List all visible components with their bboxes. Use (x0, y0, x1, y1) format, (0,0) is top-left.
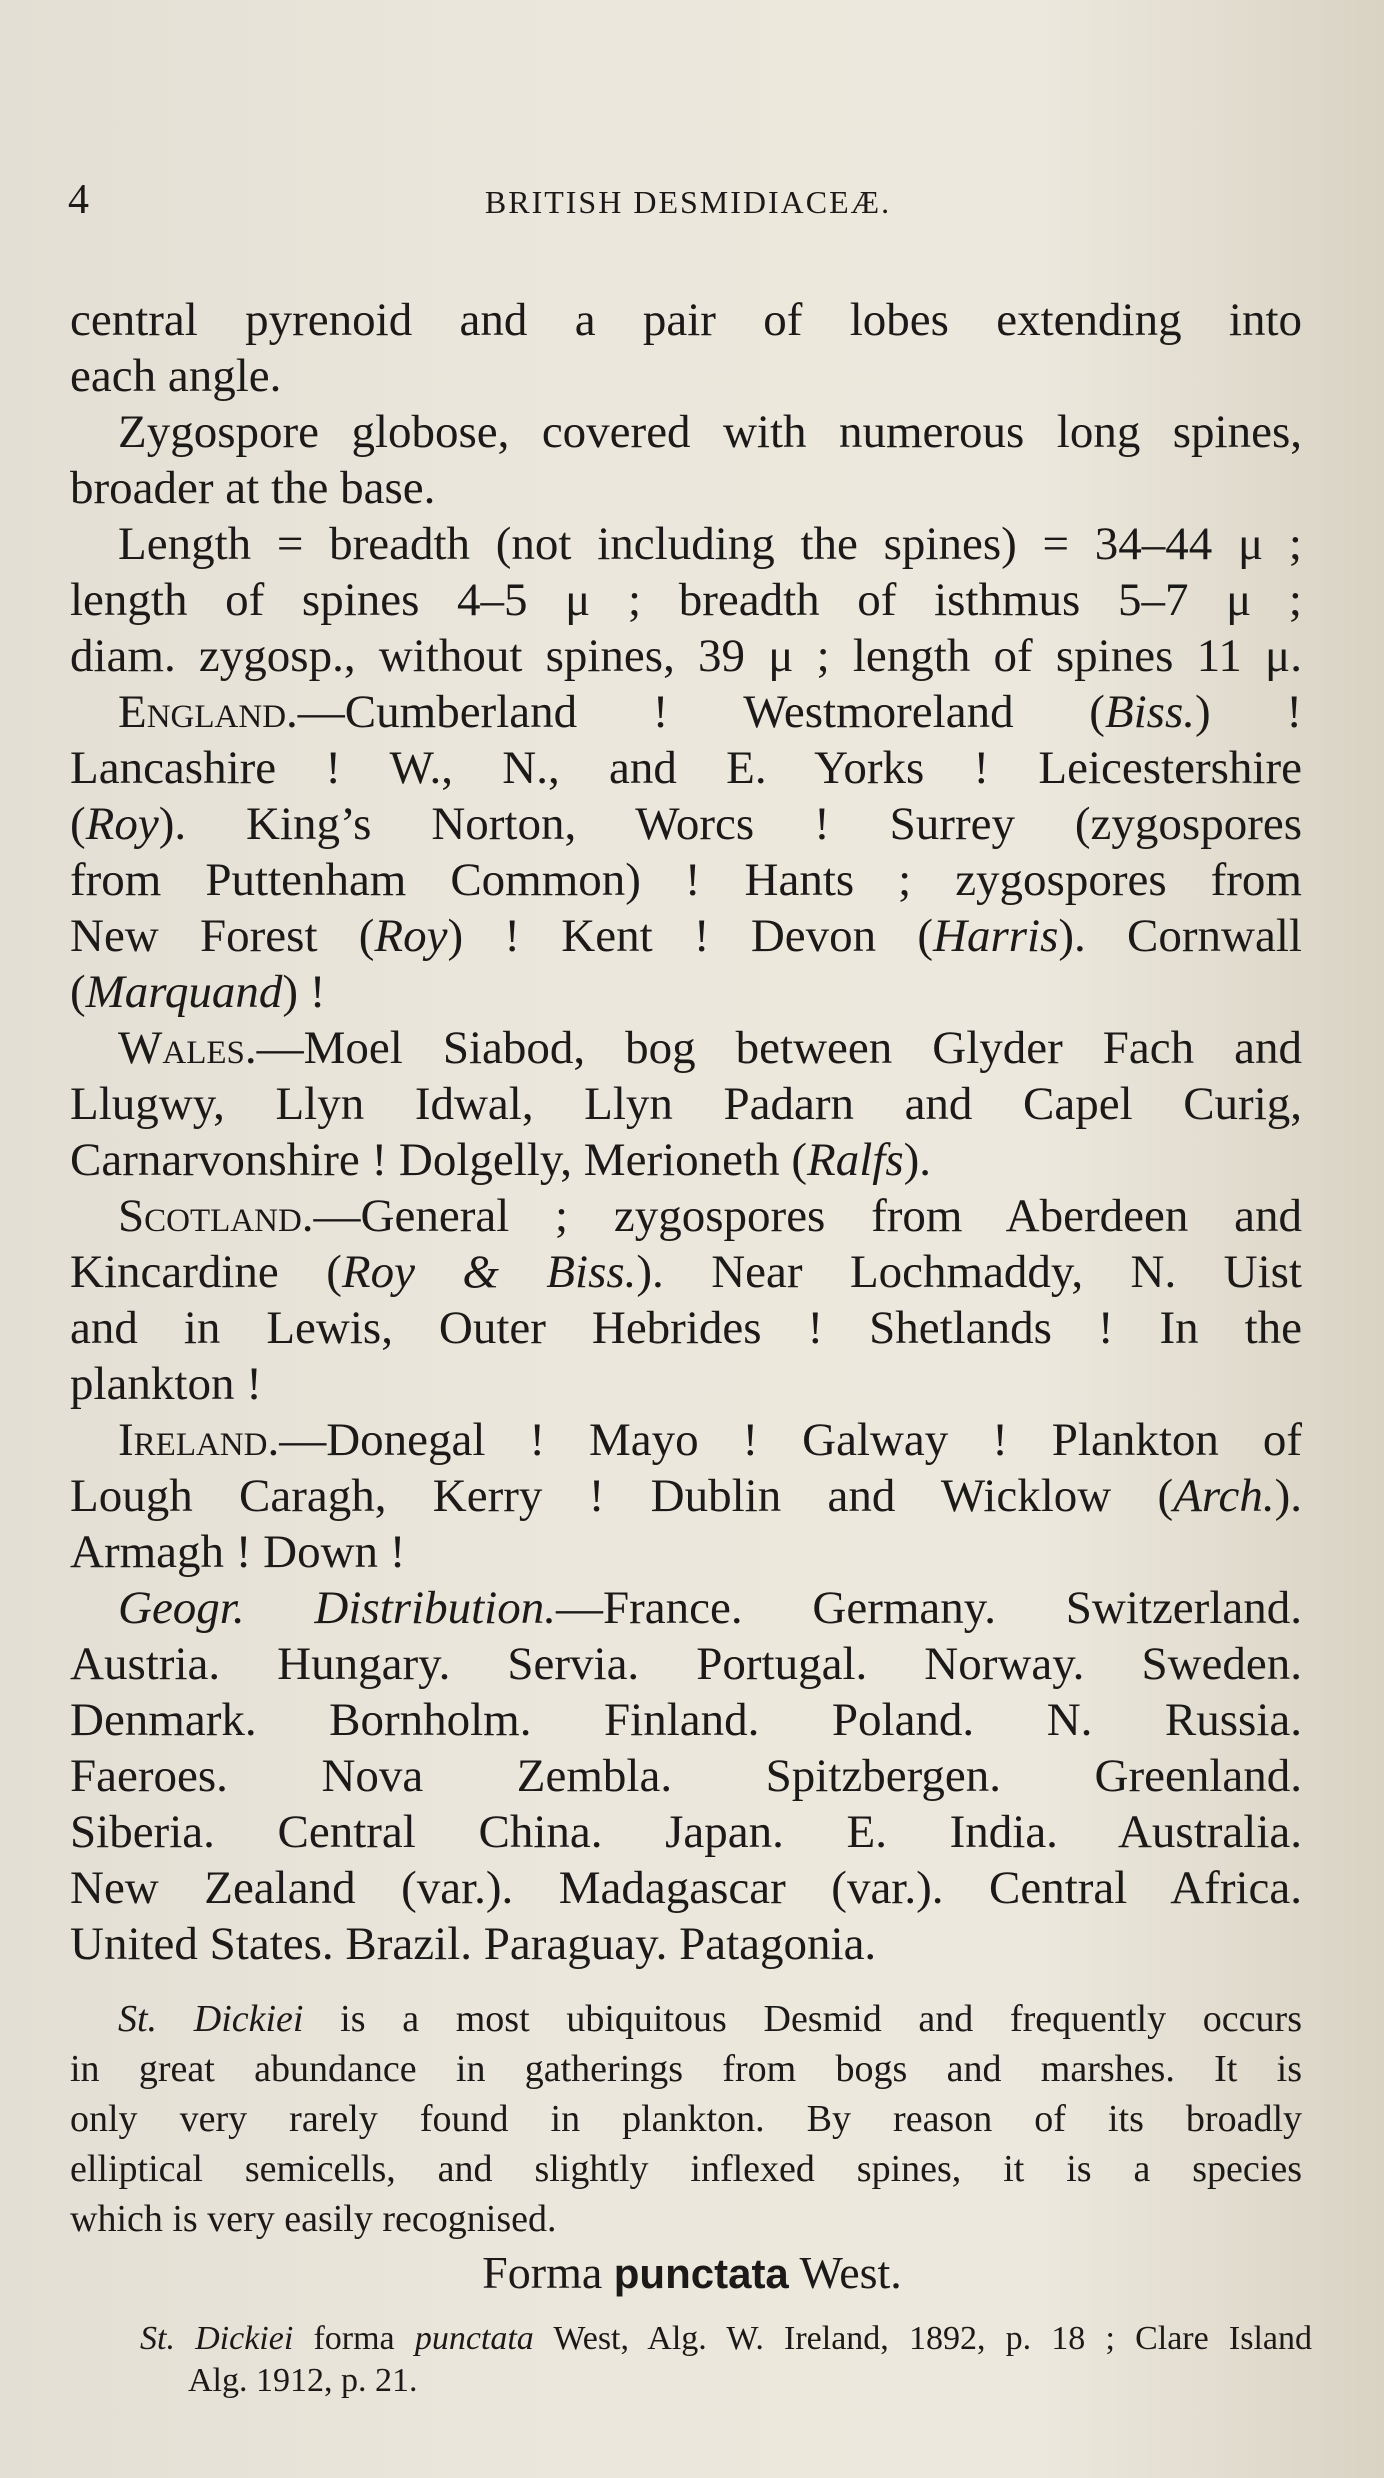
text-line: Wales.—Moel Siabod, bog between Glyder Fach and (118, 1022, 1302, 1074)
text-line: (Roy). King’s Norton, Worcs ! Surrey (zygospores (70, 798, 1302, 850)
authority: Roy & Biss. (341, 1246, 637, 1298)
synonymy (140, 2318, 1312, 2402)
text-line: Zygospore globose, covered with numerous long spines, (118, 406, 1302, 458)
authority: Marquand (85, 966, 283, 1018)
authority: Ralfs (807, 1134, 904, 1186)
text-line: central pyrenoid and a pair of lobes extending into (70, 294, 1302, 346)
text-line: United States. Brazil. Paraguay. Patagonia. (70, 1918, 877, 1970)
text-line: from Puttenham Common) ! Hants ; zygospores from (70, 854, 1302, 906)
region-ireland: Ireland. (118, 1414, 280, 1466)
text-line: Ireland.—Donegal ! Mayo ! Galway ! Plankton of (118, 1414, 1302, 1466)
geogr-heading: Geogr. Distribution. (118, 1582, 556, 1634)
authority: Biss. (1104, 686, 1196, 738)
authority: Arch. (1173, 1470, 1275, 1522)
text-line: Lancashire ! W., N., and E. Yorks ! Leicestershire (70, 742, 1302, 794)
region-wales: Wales. (118, 1022, 257, 1074)
text-line: Armagh ! Down ! (70, 1526, 406, 1578)
note-line: St. Dickiei is a most ubiquitous Desmid and frequently occurs (118, 1998, 1302, 2040)
running-head: BRITISH DESMIDIACEÆ. (484, 184, 892, 220)
text-line: Faeroes. Nova Zembla. Spitzbergen. Greenland. (70, 1750, 1302, 1802)
text-line: New Zealand (var.). Madagascar (var.). Central Africa. (70, 1862, 1302, 1914)
synonymy-line: Alg. 1912, p. 21. (188, 2362, 418, 2399)
text-line: Kincardine (Roy & Biss.). Near Lochmaddy, N. Uist (70, 1246, 1302, 1298)
forma-name: punctata (613, 2250, 789, 2297)
text-line: (Marquand) ! (70, 966, 326, 1018)
text-line: Scotland.—General ; zygospores from Aberdeen and (118, 1190, 1302, 1242)
text-line: length of spines 4–5 μ ; breadth of isthmus 5–7 μ ; (70, 574, 1302, 626)
text-line: diam. zygosp., without spines, 39 μ ; length of spines 11 μ. (70, 630, 1302, 682)
authority: Harris (933, 910, 1059, 962)
text-line: New Forest (Roy) ! Kent ! Devon (Harris). Cornwall (70, 910, 1302, 962)
note-line: only very rarely found in plankton. By reason of its broadly (70, 2098, 1302, 2140)
text-line: Austria. Hungary. Servia. Portugal. Norway. Sweden. (70, 1638, 1302, 1690)
species-note (70, 1994, 1302, 2244)
authority: Roy (374, 910, 448, 962)
text-line: and in Lewis, Outer Hebrides ! Shetlands ! In the (70, 1302, 1302, 1354)
synonymy-line: St. Dickiei forma punctata West, Alg. W. Ireland, 1892, p. 18 ; Clare Island (140, 2320, 1312, 2357)
note-line: elliptical semicells, and slightly inflexed spines, it is a species (70, 2148, 1302, 2190)
species-name: St. Dickiei (118, 1998, 304, 2040)
page-header (68, 176, 1308, 236)
main-text (70, 292, 1302, 2244)
text-line: plankton ! (70, 1358, 262, 1410)
region-scotland: Scotland. (118, 1190, 314, 1242)
text-line: Geogr. Distribution.—France. Germany. Switzerland. (118, 1582, 1302, 1634)
text-line: Lough Caragh, Kerry ! Dublin and Wicklow (Arch.). (70, 1470, 1302, 1522)
text-line: each angle. (70, 350, 282, 402)
note-line: in great abundance in gatherings from bogs and marshes. It is (70, 2048, 1302, 2090)
authority: Roy (85, 798, 159, 850)
text-line: Llugwy, Llyn Idwal, Llyn Padarn and Capel Curig, (70, 1078, 1302, 1130)
text-line: Length = breadth (not including the spines) = 34–44 μ ; (118, 518, 1302, 570)
text-line: England.—Cumberland ! Westmoreland (Biss.) ! (118, 686, 1302, 738)
note-line: which is very easily recognised. (70, 2198, 557, 2240)
region-england: England. (118, 686, 298, 738)
forma-heading: Forma punctata West. (482, 2247, 902, 2298)
text-line: Siberia. Central China. Japan. E. India. Australia. (70, 1806, 1302, 1858)
page-number: 4 (68, 177, 89, 223)
text-line: Denmark. Bornholm. Finland. Poland. N. Russia. (70, 1694, 1302, 1746)
text-line: Carnarvonshire ! Dolgelly, Merioneth (Ralfs). (70, 1134, 932, 1186)
text-line: broader at the base. (70, 462, 436, 514)
